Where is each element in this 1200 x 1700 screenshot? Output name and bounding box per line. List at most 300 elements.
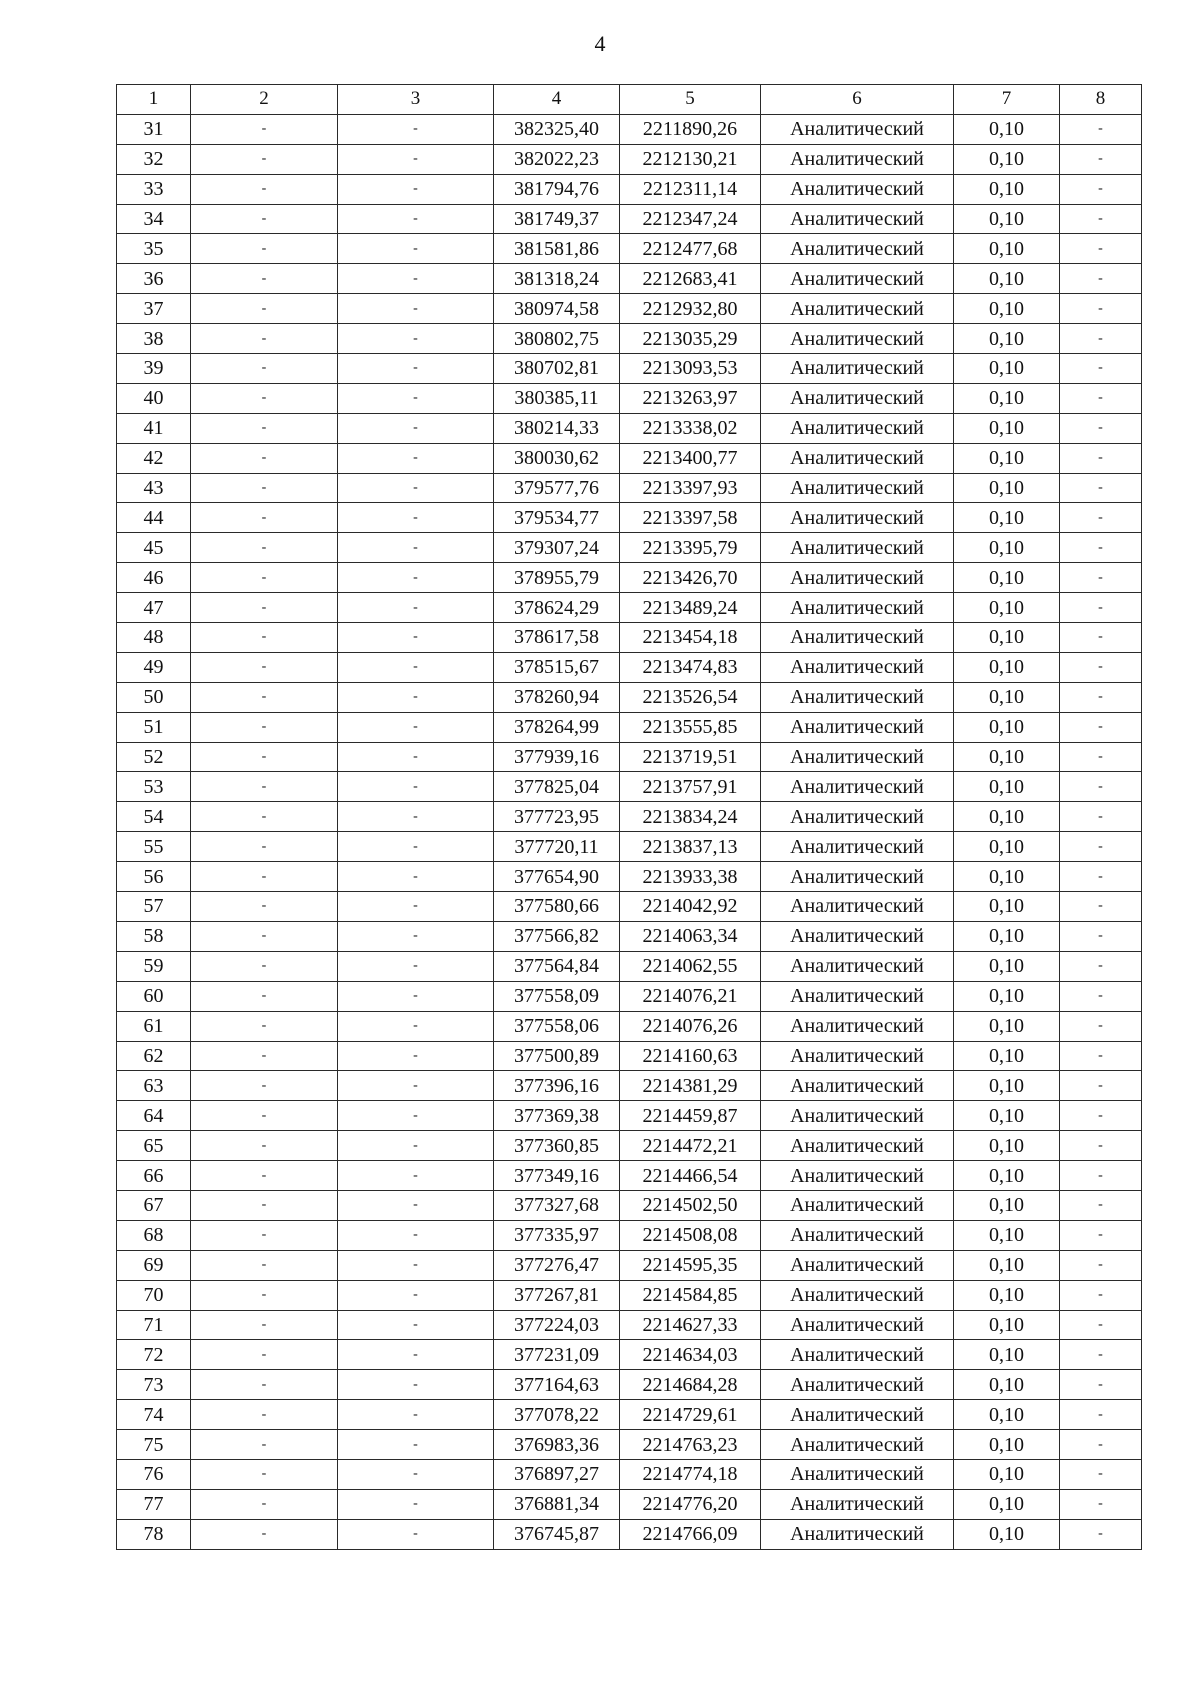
- table-row: [117, 1190, 1142, 1220]
- accuracy-cell: 0,10: [954, 951, 1060, 981]
- x-coordinate-cell: 377164,63: [494, 1370, 620, 1400]
- table-row: [117, 174, 1142, 204]
- y-coordinate-cell: 2214595,35: [620, 1250, 761, 1280]
- x-coordinate-cell: 378515,67: [494, 652, 620, 682]
- col8-cell: -: [1060, 174, 1142, 204]
- method-cell: Аналитический: [761, 144, 954, 174]
- method-cell: Аналитический: [761, 1101, 954, 1131]
- col8-cell: -: [1060, 144, 1142, 174]
- point-number-cell: 43: [117, 473, 191, 503]
- method-cell: Аналитический: [761, 1400, 954, 1430]
- column-header-2: 2: [191, 85, 338, 115]
- method-cell: Аналитический: [761, 981, 954, 1011]
- method-cell: Аналитический: [761, 1280, 954, 1310]
- table-row: [117, 1101, 1142, 1131]
- col2-cell: -: [191, 772, 338, 802]
- method-cell: Аналитический: [761, 294, 954, 324]
- point-number-cell: 74: [117, 1400, 191, 1430]
- accuracy-cell: 0,10: [954, 264, 1060, 294]
- point-number-cell: 66: [117, 1161, 191, 1191]
- method-cell: Аналитический: [761, 1161, 954, 1191]
- table-body: [117, 114, 1142, 1549]
- accuracy-cell: 0,10: [954, 1459, 1060, 1489]
- y-coordinate-cell: 2214076,21: [620, 981, 761, 1011]
- col8-cell: -: [1060, 772, 1142, 802]
- table-row: [117, 413, 1142, 443]
- col8-cell: -: [1060, 354, 1142, 384]
- method-cell: Аналитический: [761, 593, 954, 623]
- point-number-cell: 58: [117, 921, 191, 951]
- accuracy-cell: 0,10: [954, 324, 1060, 354]
- table-row: [117, 473, 1142, 503]
- col3-cell: -: [338, 1041, 494, 1071]
- method-cell: Аналитический: [761, 234, 954, 264]
- table-row: [117, 951, 1142, 981]
- col8-cell: -: [1060, 951, 1142, 981]
- col2-cell: -: [191, 1071, 338, 1101]
- y-coordinate-cell: 2214459,87: [620, 1101, 761, 1131]
- column-header-5: 5: [620, 85, 761, 115]
- accuracy-cell: 0,10: [954, 234, 1060, 264]
- table-row: [117, 443, 1142, 473]
- method-cell: Аналитический: [761, 1430, 954, 1460]
- y-coordinate-cell: 2213397,58: [620, 503, 761, 533]
- method-cell: Аналитический: [761, 264, 954, 294]
- y-coordinate-cell: 2214063,34: [620, 921, 761, 951]
- col3-cell: -: [338, 1071, 494, 1101]
- y-coordinate-cell: 2213035,29: [620, 324, 761, 354]
- col3-cell: -: [338, 114, 494, 144]
- col3-cell: -: [338, 473, 494, 503]
- col8-cell: -: [1060, 1430, 1142, 1460]
- table-row: [117, 533, 1142, 563]
- col2-cell: -: [191, 1280, 338, 1310]
- x-coordinate-cell: 377723,95: [494, 802, 620, 832]
- column-header-3: 3: [338, 85, 494, 115]
- table-row: [117, 981, 1142, 1011]
- y-coordinate-cell: 2213555,85: [620, 712, 761, 742]
- point-number-cell: 61: [117, 1011, 191, 1041]
- table-row: [117, 234, 1142, 264]
- x-coordinate-cell: 376897,27: [494, 1459, 620, 1489]
- method-cell: Аналитический: [761, 742, 954, 772]
- point-number-cell: 44: [117, 503, 191, 533]
- col2-cell: -: [191, 1190, 338, 1220]
- table-row: [117, 892, 1142, 922]
- col2-cell: -: [191, 921, 338, 951]
- method-cell: Аналитический: [761, 354, 954, 384]
- col3-cell: -: [338, 324, 494, 354]
- col2-cell: -: [191, 802, 338, 832]
- x-coordinate-cell: 377500,89: [494, 1041, 620, 1071]
- col3-cell: -: [338, 1400, 494, 1430]
- accuracy-cell: 0,10: [954, 563, 1060, 593]
- table-row: [117, 623, 1142, 653]
- x-coordinate-cell: 381581,86: [494, 234, 620, 264]
- point-number-cell: 34: [117, 204, 191, 234]
- col3-cell: -: [338, 832, 494, 862]
- col8-cell: -: [1060, 1519, 1142, 1549]
- point-number-cell: 60: [117, 981, 191, 1011]
- accuracy-cell: 0,10: [954, 503, 1060, 533]
- column-header-7: 7: [954, 85, 1060, 115]
- table-row: [117, 114, 1142, 144]
- point-number-cell: 49: [117, 652, 191, 682]
- col3-cell: -: [338, 1370, 494, 1400]
- x-coordinate-cell: 382325,40: [494, 114, 620, 144]
- col2-cell: -: [191, 1430, 338, 1460]
- method-cell: Аналитический: [761, 473, 954, 503]
- table-row: [117, 324, 1142, 354]
- col8-cell: -: [1060, 264, 1142, 294]
- x-coordinate-cell: 381794,76: [494, 174, 620, 204]
- table-row: [117, 1011, 1142, 1041]
- x-coordinate-cell: 377224,03: [494, 1310, 620, 1340]
- col2-cell: -: [191, 652, 338, 682]
- col8-cell: -: [1060, 921, 1142, 951]
- col3-cell: -: [338, 1459, 494, 1489]
- y-coordinate-cell: 2213834,24: [620, 802, 761, 832]
- y-coordinate-cell: 2213397,93: [620, 473, 761, 503]
- col8-cell: -: [1060, 892, 1142, 922]
- col3-cell: -: [338, 652, 494, 682]
- col2-cell: -: [191, 712, 338, 742]
- col8-cell: -: [1060, 563, 1142, 593]
- col2-cell: -: [191, 1519, 338, 1549]
- y-coordinate-cell: 2213338,02: [620, 413, 761, 443]
- point-number-cell: 33: [117, 174, 191, 204]
- x-coordinate-cell: 377327,68: [494, 1190, 620, 1220]
- col3-cell: -: [338, 383, 494, 413]
- x-coordinate-cell: 380974,58: [494, 294, 620, 324]
- x-coordinate-cell: 377335,97: [494, 1220, 620, 1250]
- table-row: [117, 1310, 1142, 1340]
- y-coordinate-cell: 2213933,38: [620, 862, 761, 892]
- accuracy-cell: 0,10: [954, 1340, 1060, 1370]
- col2-cell: -: [191, 862, 338, 892]
- table-row: [117, 503, 1142, 533]
- col2-cell: -: [191, 951, 338, 981]
- accuracy-cell: 0,10: [954, 294, 1060, 324]
- accuracy-cell: 0,10: [954, 652, 1060, 682]
- col8-cell: -: [1060, 1131, 1142, 1161]
- point-number-cell: 42: [117, 443, 191, 473]
- x-coordinate-cell: 377654,90: [494, 862, 620, 892]
- method-cell: Аналитический: [761, 1190, 954, 1220]
- col8-cell: -: [1060, 1220, 1142, 1250]
- coordinates-table: [116, 84, 1142, 1550]
- col8-cell: -: [1060, 473, 1142, 503]
- col8-cell: -: [1060, 742, 1142, 772]
- table-row: [117, 593, 1142, 623]
- point-number-cell: 53: [117, 772, 191, 802]
- point-number-cell: 54: [117, 802, 191, 832]
- table-row: [117, 832, 1142, 862]
- method-cell: Аналитический: [761, 921, 954, 951]
- col3-cell: -: [338, 772, 494, 802]
- accuracy-cell: 0,10: [954, 1161, 1060, 1191]
- accuracy-cell: 0,10: [954, 1430, 1060, 1460]
- y-coordinate-cell: 2213474,83: [620, 652, 761, 682]
- table-row: [117, 563, 1142, 593]
- accuracy-cell: 0,10: [954, 144, 1060, 174]
- method-cell: Аналитический: [761, 443, 954, 473]
- col2-cell: -: [191, 174, 338, 204]
- col2-cell: -: [191, 742, 338, 772]
- table-row: [117, 802, 1142, 832]
- method-cell: Аналитический: [761, 862, 954, 892]
- accuracy-cell: 0,10: [954, 1519, 1060, 1549]
- col3-cell: -: [338, 593, 494, 623]
- x-coordinate-cell: 380802,75: [494, 324, 620, 354]
- x-coordinate-cell: 377558,06: [494, 1011, 620, 1041]
- col2-cell: -: [191, 1340, 338, 1370]
- y-coordinate-cell: 2214729,61: [620, 1400, 761, 1430]
- col8-cell: -: [1060, 1280, 1142, 1310]
- accuracy-cell: 0,10: [954, 1131, 1060, 1161]
- y-coordinate-cell: 2212683,41: [620, 264, 761, 294]
- method-cell: Аналитический: [761, 892, 954, 922]
- table-row: [117, 383, 1142, 413]
- col2-cell: -: [191, 204, 338, 234]
- method-cell: Аналитический: [761, 802, 954, 832]
- x-coordinate-cell: 380030,62: [494, 443, 620, 473]
- x-coordinate-cell: 376881,34: [494, 1489, 620, 1519]
- table-row: [117, 1459, 1142, 1489]
- y-coordinate-cell: 2214763,23: [620, 1430, 761, 1460]
- x-coordinate-cell: 377720,11: [494, 832, 620, 862]
- table-row: [117, 1161, 1142, 1191]
- y-coordinate-cell: 2214466,54: [620, 1161, 761, 1191]
- col8-cell: -: [1060, 204, 1142, 234]
- accuracy-cell: 0,10: [954, 862, 1060, 892]
- point-number-cell: 48: [117, 623, 191, 653]
- accuracy-cell: 0,10: [954, 682, 1060, 712]
- y-coordinate-cell: 2212932,80: [620, 294, 761, 324]
- x-coordinate-cell: 378264,99: [494, 712, 620, 742]
- col3-cell: -: [338, 1190, 494, 1220]
- col8-cell: -: [1060, 981, 1142, 1011]
- col3-cell: -: [338, 174, 494, 204]
- y-coordinate-cell: 2214472,21: [620, 1131, 761, 1161]
- y-coordinate-cell: 2214502,50: [620, 1190, 761, 1220]
- point-number-cell: 75: [117, 1430, 191, 1460]
- col3-cell: -: [338, 354, 494, 384]
- col3-cell: -: [338, 1430, 494, 1460]
- accuracy-cell: 0,10: [954, 1400, 1060, 1430]
- point-number-cell: 31: [117, 114, 191, 144]
- x-coordinate-cell: 380214,33: [494, 413, 620, 443]
- y-coordinate-cell: 2213526,54: [620, 682, 761, 712]
- col8-cell: -: [1060, 1071, 1142, 1101]
- accuracy-cell: 0,10: [954, 832, 1060, 862]
- x-coordinate-cell: 381318,24: [494, 264, 620, 294]
- x-coordinate-cell: 377231,09: [494, 1340, 620, 1370]
- x-coordinate-cell: 378624,29: [494, 593, 620, 623]
- point-number-cell: 36: [117, 264, 191, 294]
- x-coordinate-cell: 377078,22: [494, 1400, 620, 1430]
- col8-cell: -: [1060, 1041, 1142, 1071]
- column-header-4: 4: [494, 85, 620, 115]
- method-cell: Аналитический: [761, 1370, 954, 1400]
- col3-cell: -: [338, 413, 494, 443]
- y-coordinate-cell: 2212477,68: [620, 234, 761, 264]
- col8-cell: -: [1060, 1370, 1142, 1400]
- method-cell: Аналитический: [761, 413, 954, 443]
- x-coordinate-cell: 377276,47: [494, 1250, 620, 1280]
- x-coordinate-cell: 377369,38: [494, 1101, 620, 1131]
- accuracy-cell: 0,10: [954, 473, 1060, 503]
- col2-cell: -: [191, 1220, 338, 1250]
- col8-cell: -: [1060, 234, 1142, 264]
- table-row: [117, 1041, 1142, 1071]
- x-coordinate-cell: 377360,85: [494, 1131, 620, 1161]
- x-coordinate-cell: 377580,66: [494, 892, 620, 922]
- col2-cell: -: [191, 144, 338, 174]
- point-number-cell: 62: [117, 1041, 191, 1071]
- col8-cell: -: [1060, 1400, 1142, 1430]
- col8-cell: -: [1060, 682, 1142, 712]
- point-number-cell: 45: [117, 533, 191, 563]
- point-number-cell: 57: [117, 892, 191, 922]
- table-row: [117, 1519, 1142, 1549]
- point-number-cell: 41: [117, 413, 191, 443]
- table-row: [117, 1340, 1142, 1370]
- accuracy-cell: 0,10: [954, 1190, 1060, 1220]
- accuracy-cell: 0,10: [954, 1250, 1060, 1280]
- col8-cell: -: [1060, 114, 1142, 144]
- col8-cell: -: [1060, 1459, 1142, 1489]
- accuracy-cell: 0,10: [954, 413, 1060, 443]
- point-number-cell: 71: [117, 1310, 191, 1340]
- col3-cell: -: [338, 623, 494, 653]
- col2-cell: -: [191, 563, 338, 593]
- y-coordinate-cell: 2213454,18: [620, 623, 761, 653]
- accuracy-cell: 0,10: [954, 892, 1060, 922]
- point-number-cell: 69: [117, 1250, 191, 1280]
- point-number-cell: 72: [117, 1340, 191, 1370]
- col2-cell: -: [191, 114, 338, 144]
- table-row: [117, 354, 1142, 384]
- col3-cell: -: [338, 533, 494, 563]
- x-coordinate-cell: 379577,76: [494, 473, 620, 503]
- table-row: [117, 294, 1142, 324]
- point-number-cell: 59: [117, 951, 191, 981]
- table-row: [117, 1071, 1142, 1101]
- method-cell: Аналитический: [761, 1041, 954, 1071]
- accuracy-cell: 0,10: [954, 1041, 1060, 1071]
- accuracy-cell: 0,10: [954, 1011, 1060, 1041]
- x-coordinate-cell: 380385,11: [494, 383, 620, 413]
- method-cell: Аналитический: [761, 1011, 954, 1041]
- y-coordinate-cell: 2214766,09: [620, 1519, 761, 1549]
- y-coordinate-cell: 2212130,21: [620, 144, 761, 174]
- col8-cell: -: [1060, 593, 1142, 623]
- accuracy-cell: 0,10: [954, 1220, 1060, 1250]
- method-cell: Аналитический: [761, 503, 954, 533]
- accuracy-cell: 0,10: [954, 981, 1060, 1011]
- point-number-cell: 51: [117, 712, 191, 742]
- col8-cell: -: [1060, 802, 1142, 832]
- col2-cell: -: [191, 264, 338, 294]
- table-row: [117, 1400, 1142, 1430]
- col8-cell: -: [1060, 413, 1142, 443]
- col2-cell: -: [191, 533, 338, 563]
- col3-cell: -: [338, 682, 494, 712]
- col3-cell: -: [338, 981, 494, 1011]
- point-number-cell: 32: [117, 144, 191, 174]
- col8-cell: -: [1060, 294, 1142, 324]
- col8-cell: -: [1060, 832, 1142, 862]
- col3-cell: -: [338, 204, 494, 234]
- col3-cell: -: [338, 892, 494, 922]
- col2-cell: -: [191, 1161, 338, 1191]
- col2-cell: -: [191, 1489, 338, 1519]
- y-coordinate-cell: 2214160,63: [620, 1041, 761, 1071]
- y-coordinate-cell: 2214634,03: [620, 1340, 761, 1370]
- accuracy-cell: 0,10: [954, 174, 1060, 204]
- point-number-cell: 35: [117, 234, 191, 264]
- accuracy-cell: 0,10: [954, 1071, 1060, 1101]
- y-coordinate-cell: 2214062,55: [620, 951, 761, 981]
- col2-cell: -: [191, 503, 338, 533]
- col2-cell: -: [191, 832, 338, 862]
- col8-cell: -: [1060, 1250, 1142, 1280]
- col2-cell: -: [191, 1131, 338, 1161]
- col2-cell: -: [191, 354, 338, 384]
- table-row: [117, 921, 1142, 951]
- col8-cell: -: [1060, 443, 1142, 473]
- point-number-cell: 50: [117, 682, 191, 712]
- point-number-cell: 64: [117, 1101, 191, 1131]
- point-number-cell: 77: [117, 1489, 191, 1519]
- method-cell: Аналитический: [761, 623, 954, 653]
- col2-cell: -: [191, 593, 338, 623]
- method-cell: Аналитический: [761, 563, 954, 593]
- method-cell: Аналитический: [761, 174, 954, 204]
- accuracy-cell: 0,10: [954, 354, 1060, 384]
- method-cell: Аналитический: [761, 712, 954, 742]
- accuracy-cell: 0,10: [954, 802, 1060, 832]
- x-coordinate-cell: 377396,16: [494, 1071, 620, 1101]
- col3-cell: -: [338, 1519, 494, 1549]
- column-header-1: 1: [117, 85, 191, 115]
- col3-cell: -: [338, 144, 494, 174]
- method-cell: Аналитический: [761, 1459, 954, 1489]
- x-coordinate-cell: 378617,58: [494, 623, 620, 653]
- table-row: [117, 772, 1142, 802]
- point-number-cell: 46: [117, 563, 191, 593]
- table-row: [117, 144, 1142, 174]
- col3-cell: -: [338, 862, 494, 892]
- y-coordinate-cell: 2211890,26: [620, 114, 761, 144]
- accuracy-cell: 0,10: [954, 1280, 1060, 1310]
- point-number-cell: 65: [117, 1131, 191, 1161]
- table-row: [117, 862, 1142, 892]
- x-coordinate-cell: 376745,87: [494, 1519, 620, 1549]
- col3-cell: -: [338, 1220, 494, 1250]
- accuracy-cell: 0,10: [954, 1101, 1060, 1131]
- col8-cell: -: [1060, 1340, 1142, 1370]
- point-number-cell: 40: [117, 383, 191, 413]
- col3-cell: -: [338, 1011, 494, 1041]
- method-cell: Аналитический: [761, 951, 954, 981]
- table-row: [117, 1220, 1142, 1250]
- x-coordinate-cell: 377825,04: [494, 772, 620, 802]
- table-row: [117, 682, 1142, 712]
- y-coordinate-cell: 2214627,33: [620, 1310, 761, 1340]
- col2-cell: -: [191, 443, 338, 473]
